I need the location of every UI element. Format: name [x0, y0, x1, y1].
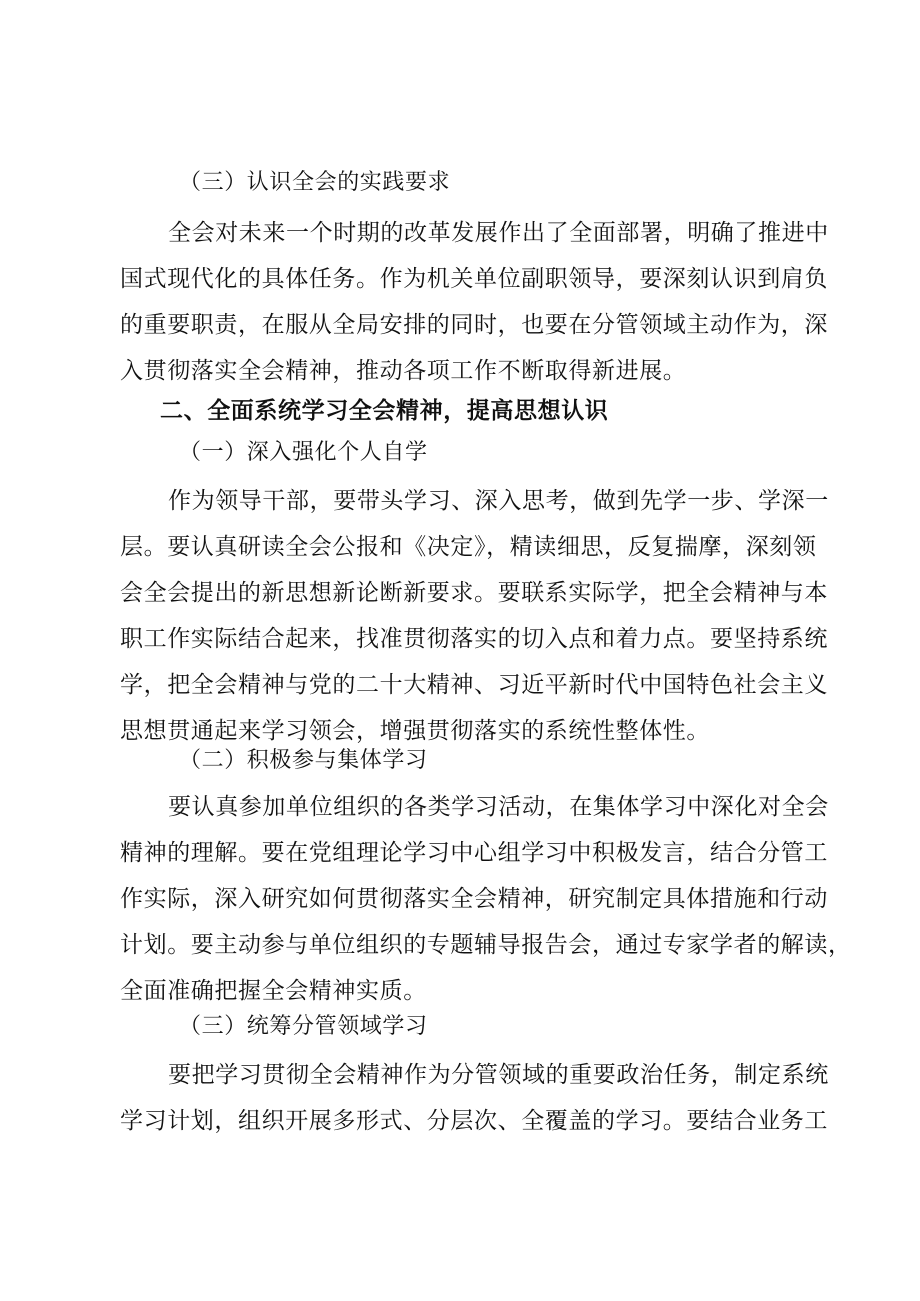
- main-heading-study-spirit: [160, 388, 865, 434]
- paragraph-line: 层。要认真研读全会公报和《决定》，精读细思，反复揣摩，深刻领: [120, 534, 817, 560]
- paragraph-line: 要认真参加单位组织的各类学习活动，在集体学习中深化对全会: [168, 794, 829, 820]
- main-heading-text: 二、全面系统学习全会精神，提高思想认识: [160, 398, 609, 424]
- paragraph-line: 国式现代化的具体任务。作为机关单位副职领导，要深刻认识到肩负: [120, 266, 828, 292]
- subheading-domain-study: [179, 1004, 884, 1050]
- subheading-practice-requirements: [179, 160, 884, 206]
- paragraph-line: 学习计划，组织开展多形式、分层次、全覆盖的学习。要结合业务工: [120, 1108, 828, 1134]
- paragraph-line: 作实际，深入研究如何贯彻落实全会精神，研究制定具体措施和行动: [120, 886, 828, 912]
- paragraph-line: 职工作实际结合起来，找准贯彻落实的切入点和着力点。要坚持系统: [120, 626, 828, 652]
- paragraph-line: 精神的理解。要在党组理论学习中心组学习中积极发言，结合分管工: [120, 840, 828, 866]
- paragraph-group-study: [120, 784, 852, 1014]
- subheading-text: （一）深入强化个人自学: [179, 440, 428, 465]
- paragraph-line: 计划。要主动参与单位组织的专题辅导报告会，通过专家学者的解读，: [120, 932, 852, 958]
- subheading-text: （二）积极参与集体学习: [179, 748, 428, 773]
- paragraph-line: 作为领导干部，要带头学习、深入思考，做到先学一步、学深一: [168, 488, 829, 514]
- paragraph-line: 学，把全会精神与党的二十大精神、习近平新时代中国特色社会主义: [120, 672, 828, 698]
- subheading-text: （三）统筹分管领域学习: [179, 1014, 428, 1039]
- paragraph-practice-requirements: [120, 210, 829, 394]
- paragraph-line: 的重要职责，在服从全局安排的同时，也要在分管领域主动作为，深: [120, 312, 828, 338]
- paragraph-line: 思想贯通起来学习领会，增强贯彻落实的系统性整体性。: [120, 718, 710, 744]
- subheading-group-study: [179, 738, 884, 784]
- paragraph-line: 全会对未来一个时期的改革发展作出了全面部署，明确了推进中: [168, 220, 829, 246]
- paragraph-domain-study: [120, 1052, 829, 1144]
- subheading-self-study: [179, 430, 884, 476]
- paragraph-line: 要把学习贯彻全会精神作为分管领域的重要政治任务，制定系统: [168, 1062, 829, 1088]
- paragraph-self-study: [120, 478, 829, 754]
- subheading-text: （三）认识全会的实践要求: [179, 170, 451, 195]
- paragraph-line: 全面准确把握全会精神实质。: [120, 978, 427, 1004]
- paragraph-line: 入贯彻落实全会精神，推动各项工作不断取得新进展。: [120, 358, 687, 384]
- paragraph-line: 会全会提出的新思想新论断新要求。要联系实际学，把全会精神与本: [120, 580, 828, 606]
